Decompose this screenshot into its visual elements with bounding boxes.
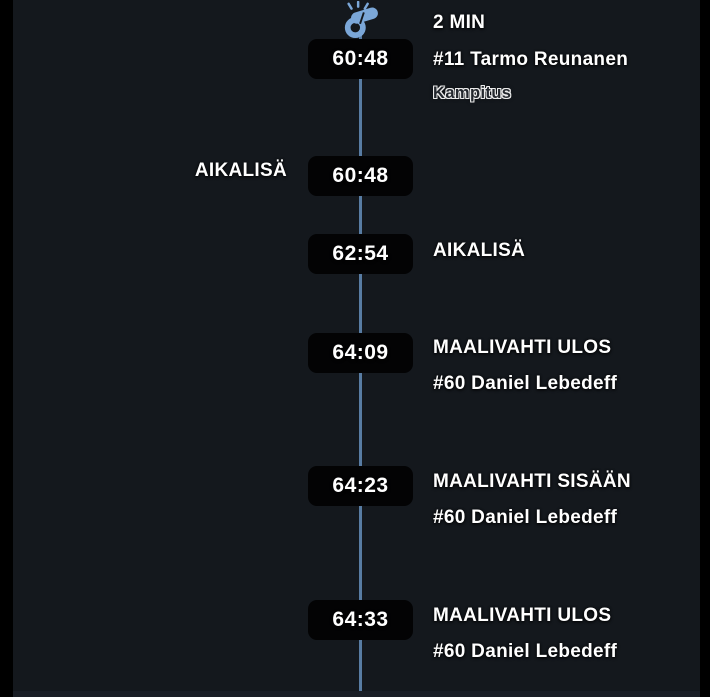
event-player: #60 Daniel Lebedeff xyxy=(433,641,618,662)
event-time: 60:48 xyxy=(332,47,389,70)
bottom-section-edge xyxy=(13,691,700,697)
event-title: AIKALISÄ xyxy=(194,160,287,181)
event-title: MAALIVAHTI ULOS xyxy=(433,337,612,358)
event-time-badge[interactable] xyxy=(308,466,413,506)
event-player: #60 Daniel Lebedeff xyxy=(433,373,618,394)
event-title: AIKALISÄ xyxy=(433,240,526,261)
event-time-badge[interactable] xyxy=(308,333,413,373)
whistle-icon xyxy=(340,1,382,39)
event-title: MAALIVAHTI SISÄÄN xyxy=(433,471,631,492)
event-time: 60:48 xyxy=(332,164,389,187)
event-time: 64:33 xyxy=(332,608,389,631)
event-time: 64:23 xyxy=(332,474,389,497)
event-time-badge[interactable] xyxy=(308,234,413,274)
penalty-reason: Kampitus xyxy=(433,84,512,102)
event-player: #60 Daniel Lebedeff xyxy=(433,507,618,528)
event-title: 2 MIN xyxy=(433,12,486,33)
event-time: 62:54 xyxy=(332,242,389,265)
event-time: 64:09 xyxy=(332,341,389,364)
event-time-badge[interactable] xyxy=(308,156,413,196)
event-player: #11 Tarmo Reunanen xyxy=(433,49,629,70)
event-time-badge[interactable] xyxy=(308,600,413,640)
event-title: MAALIVAHTI ULOS xyxy=(433,605,612,626)
event-time-badge[interactable] xyxy=(308,39,413,79)
